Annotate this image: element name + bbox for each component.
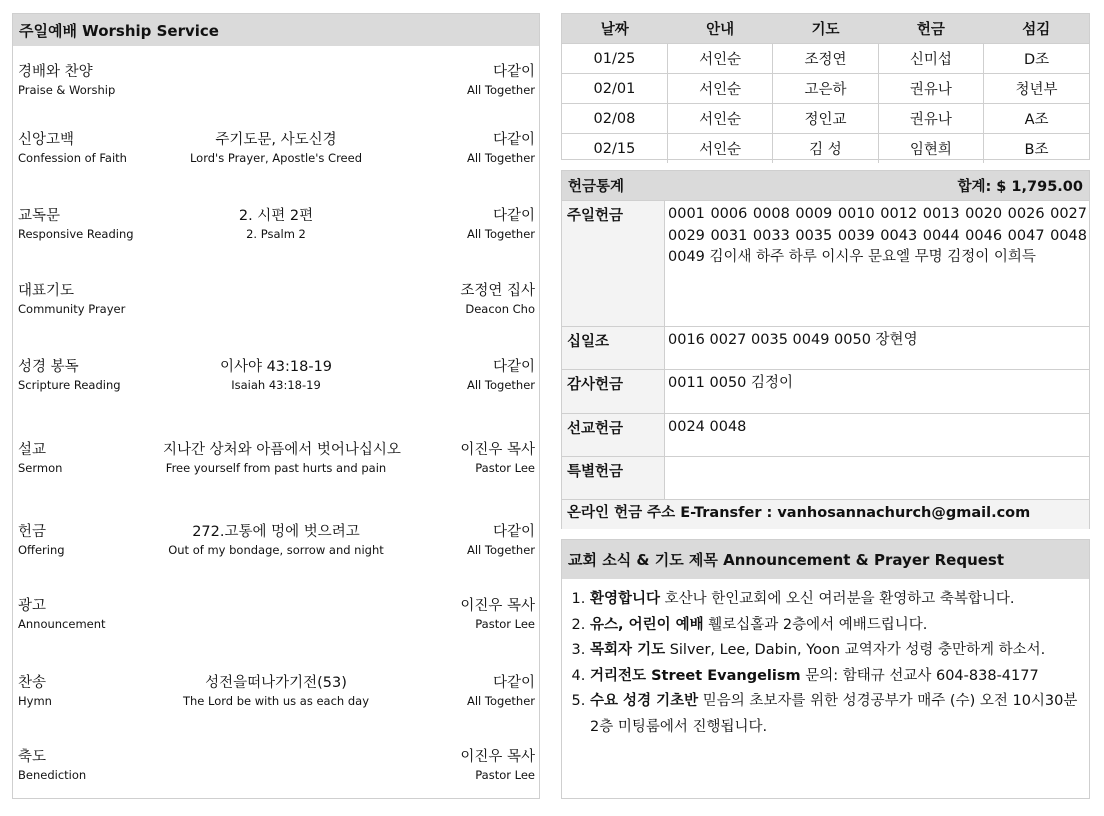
offering-label: 주일헌금: [562, 201, 665, 327]
item-name-en: Hymn: [18, 694, 52, 708]
item-leader-ko: 다같이: [492, 132, 535, 148]
offering-row-sunday: [562, 200, 1089, 327]
item-detail-en: The Lord be with us as each day: [182, 694, 370, 708]
table-cell: 고은하: [773, 74, 878, 104]
item-detail-ko: 2. 시편 2편: [238, 208, 314, 224]
offering-total: 합계: $ 1,795.00: [957, 179, 1083, 195]
item-name-ko: 설교: [18, 442, 47, 458]
item-detail-ko: 이사야 43:18-19: [219, 359, 333, 375]
item-leader-en: Pastor Lee: [475, 461, 535, 475]
offering-names: 0011 0050 김정이: [668, 375, 794, 391]
column-header-date: 날짜: [562, 14, 667, 44]
item-leader-en: Pastor Lee: [475, 768, 535, 782]
table-cell: A조: [984, 104, 1089, 134]
table-cell: 신미섭: [878, 44, 983, 74]
table-cell: 서인순: [667, 74, 772, 104]
item-name-en: Scripture Reading: [18, 378, 121, 392]
item-name-ko: 신앙고백: [18, 132, 75, 148]
item-name-ko: 성경 봉독: [18, 359, 79, 375]
announcement-text: 호산나 한인교회에 오신 여러분을 환영하고 축복합니다.: [660, 591, 1015, 607]
table-cell: 임현희: [878, 134, 983, 164]
offering-title: 헌금통계: [568, 179, 625, 195]
item-name-ko: 광고: [18, 598, 47, 614]
list-item: [590, 613, 1083, 639]
list-item: [590, 689, 1083, 740]
offering-row-special: [562, 456, 1089, 500]
offering-row-mission: [562, 413, 1089, 457]
item-leader-ko: 이진우 목사: [460, 749, 535, 765]
item-name-en: Confession of Faith: [18, 151, 127, 165]
announcement-heading: 목회자 기도: [590, 642, 666, 658]
table-row: [562, 74, 1089, 104]
announcement-heading: 유스, 어린이 예배: [590, 616, 704, 633]
item-detail-en: Free yourself from past hurts and pain: [165, 461, 387, 475]
column-header-usher: 안내: [667, 14, 772, 44]
item-name-ko: 찬송: [18, 675, 47, 691]
offering-row-tithe: [562, 326, 1089, 370]
serving-schedule-table: [561, 13, 1090, 160]
item-detail-ko: 272.고통에 멍에 벗으려고: [192, 524, 360, 540]
table-cell: 서인순: [667, 104, 772, 134]
item-name-ko: 교독문: [18, 208, 61, 224]
table-cell: 서인순: [667, 44, 772, 74]
list-item: [590, 587, 1083, 613]
offering-label: 특별헌금: [562, 457, 665, 500]
column-header-offering: 헌금: [878, 14, 983, 44]
list-item: [590, 638, 1083, 664]
service-item-responsive-reading: [13, 206, 539, 250]
item-leader-en: All Together: [467, 694, 535, 708]
item-detail-en: Isaiah 43:18-19: [231, 378, 321, 392]
item-leader-en: All Together: [467, 151, 535, 165]
item-leader-en: Deacon Cho: [465, 302, 535, 316]
column-header-service: 섬김: [984, 14, 1089, 44]
service-item-confession: [13, 130, 539, 174]
announcement-heading: 환영합니다: [590, 591, 661, 607]
table-cell: D조: [984, 44, 1089, 74]
announcement-text: Silver, Lee, Dabin, Yoon 교역자가 성령 충만하게 하소서.: [665, 642, 1046, 658]
table-cell: 서인순: [667, 134, 772, 164]
service-item-announcement: [13, 596, 539, 640]
table-cell: 권유나: [878, 104, 983, 134]
item-leader-ko: 다같이: [492, 524, 535, 540]
table-cell: 김 성: [773, 134, 878, 164]
table-cell: 02/15: [562, 134, 667, 164]
item-detail-en: Out of my bondage, sorrow and night: [168, 543, 384, 557]
service-item-hymn: [13, 673, 539, 717]
table-cell: 조정연: [773, 44, 878, 74]
announcement-text: 문의: 함태규 선교사 604-838-4177: [800, 667, 1039, 684]
worship-title: 주일예배 Worship Service: [13, 14, 539, 46]
item-leader-ko: 이진우 목사: [460, 442, 535, 458]
table-row: [562, 44, 1089, 74]
offering-row-thanks: [562, 369, 1089, 414]
column-header-prayer: 기도: [773, 14, 878, 44]
table-cell: 청년부: [984, 74, 1089, 104]
item-detail-ko: 성전을떠나가기전(53): [205, 675, 347, 691]
item-leader-ko: 다같이: [492, 675, 535, 691]
item-name-ko: 대표기도: [18, 283, 75, 299]
item-detail-ko: 주기도문, 사도신경: [215, 132, 337, 148]
table-cell: B조: [984, 134, 1089, 164]
service-item-scripture: [13, 357, 539, 401]
item-name-en: Sermon: [18, 461, 63, 475]
announcement-panel: [561, 539, 1090, 799]
item-name-ko: 축도: [18, 749, 47, 765]
item-leader-ko: 다같이: [492, 208, 535, 224]
item-leader-ko: 이진우 목사: [460, 598, 535, 614]
list-item: [590, 664, 1083, 690]
offering-label: 선교헌금: [562, 414, 665, 457]
item-detail-en: 2. Psalm 2: [246, 227, 306, 241]
item-name-en: Praise & Worship: [18, 83, 116, 97]
item-leader-ko: 조정연 집사: [460, 283, 535, 299]
item-name-ko: 헌금: [18, 524, 47, 540]
worship-order-panel: [12, 13, 540, 799]
service-item-prayer: [13, 281, 539, 325]
announcement-list: [562, 579, 1089, 740]
table-cell: 02/08: [562, 104, 667, 134]
offering-header: [562, 171, 1089, 200]
offering-stats-panel: [561, 170, 1090, 529]
item-leader-ko: 다같이: [492, 64, 535, 80]
offering-label: 십일조: [562, 327, 665, 370]
item-name-ko: 경배와 찬양: [18, 64, 93, 80]
item-name-en: Responsive Reading: [18, 227, 134, 241]
offering-label: 감사헌금: [562, 370, 665, 414]
item-leader-en: All Together: [467, 227, 535, 241]
item-leader-en: All Together: [467, 378, 535, 392]
item-name-en: Offering: [18, 543, 65, 557]
offering-names: 0024 0048: [668, 419, 747, 435]
table-cell: 02/01: [562, 74, 667, 104]
table-cell: 정인교: [773, 104, 878, 134]
service-item-praise: [13, 62, 539, 106]
service-item-offering: [13, 522, 539, 566]
item-detail-en: Lord's Prayer, Apostle's Creed: [189, 151, 363, 165]
online-offering-address: 온라인 헌금 주소 E-Transfer : vanhosannachurch@gmail.com: [562, 499, 1089, 529]
item-leader-ko: 다같이: [492, 359, 535, 375]
table-cell: 01/25: [562, 44, 667, 74]
announcement-text: 휄로십홀과 2층에서 예배드립니다.: [703, 616, 928, 633]
item-detail-ko: 지나간 상처와 아픔에서 벗어나십시오: [163, 442, 401, 458]
item-leader-en: Pastor Lee: [475, 617, 535, 631]
item-name-en: Benediction: [18, 768, 87, 782]
announcement-heading: 거리전도 Street Evangelism: [590, 667, 801, 684]
offering-names: 0016 0027 0035 0049 0050 장현영: [668, 332, 918, 348]
announcement-title: 교회 소식 & 기도 제목 Announcement & Prayer Request: [562, 540, 1089, 579]
item-leader-en: All Together: [467, 83, 535, 97]
announcement-heading: 수요 성경 기초반: [590, 693, 699, 709]
table-row: [562, 104, 1089, 134]
service-item-sermon: [13, 440, 539, 484]
service-item-benediction: [13, 747, 539, 791]
table-row: [562, 134, 1089, 164]
item-name-en: Announcement: [18, 617, 106, 631]
offering-names: 0001 0006 0008 0009 0010 0012 0013 0020 0026 0027 0029 0031 0033 0035 0039 0043 0044 0046 0047 0048 0049 김이새 하주 하루 이시우 문요엘 무명 김정이 이희득: [668, 206, 1087, 265]
table-cell: 권유나: [878, 74, 983, 104]
item-leader-en: All Together: [467, 543, 535, 557]
item-name-en: Community Prayer: [18, 302, 126, 316]
offering-names: [666, 457, 1089, 460]
announcement-text: 믿음의 초보자를 위한 성경공부가 매주 (수) 오전 10시30분 2층 미팅룸에서 진행됩니다.: [590, 693, 1078, 735]
table-header-row: [562, 14, 1089, 44]
